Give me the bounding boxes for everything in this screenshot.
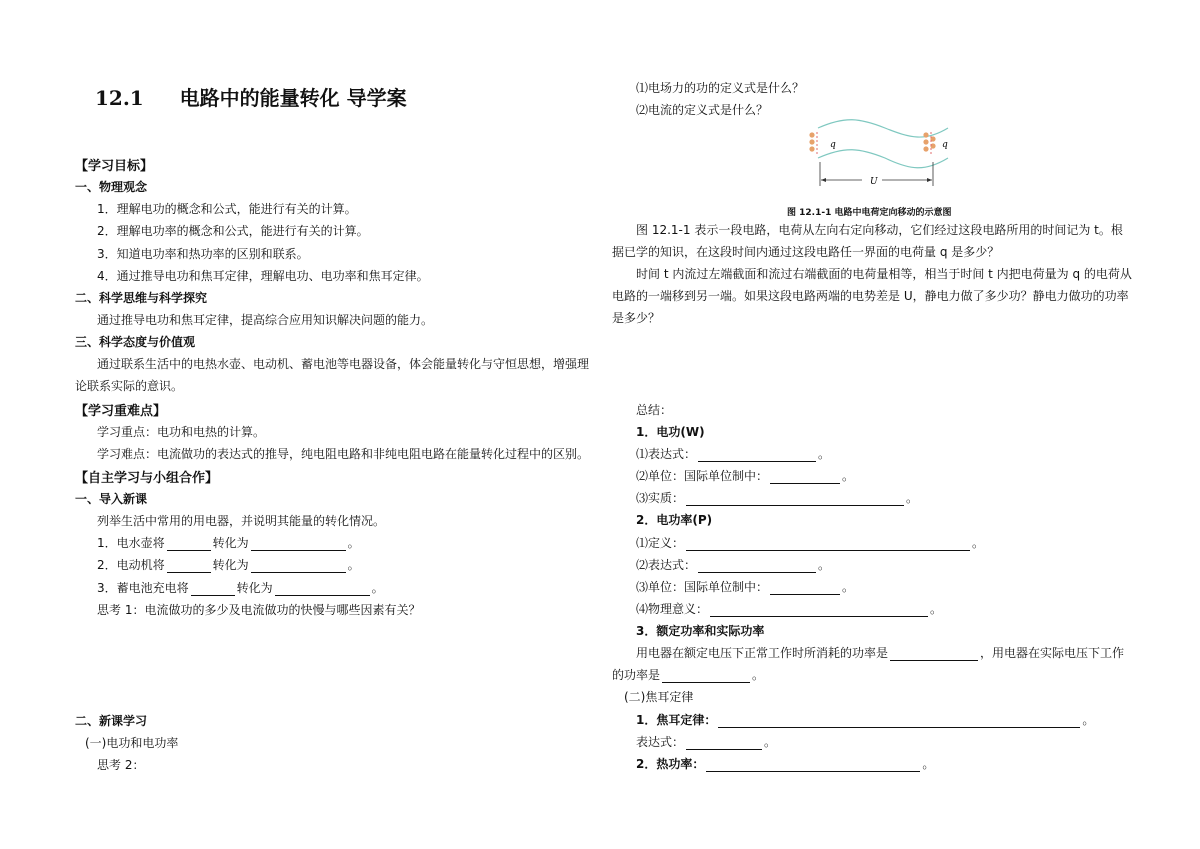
blank-motor-to[interactable] — [251, 560, 346, 573]
fill-line-kettle: 1．电水壶将 转化为 。 — [97, 536, 360, 550]
actual-power-line: 的功率是 。 — [612, 668, 765, 682]
goal-item-3: 3．知道电功率和热功率的区别和联系。 — [97, 247, 309, 261]
circuit-charge-diagram — [800, 118, 970, 193]
goal-section-3: 三、科学态度与价值观 — [75, 335, 196, 349]
blank-rated-power[interactable] — [890, 648, 978, 661]
goal-section-1: 一、物理观念 — [75, 180, 148, 194]
joule-expression-line: 表达式： 。 — [636, 735, 777, 749]
heat-power-line: 2．热功率： 。 — [636, 757, 935, 771]
self-study-header: 【自主学习与小组合作】 — [75, 471, 219, 486]
goals-header: 【学习目标】 — [75, 159, 154, 174]
blank-heat-power[interactable] — [706, 759, 920, 772]
power-unit-line: ⑶单位：国际单位制中： 。 — [636, 580, 855, 594]
goal-item-4: 4．通过推导电功和焦耳定律，理解电功、电功率和焦耳定律。 — [97, 269, 429, 283]
blank-motor-from[interactable] — [167, 560, 211, 573]
blank-power-meaning[interactable] — [710, 604, 928, 617]
new-lesson-subsection: (一)电功和电功率 — [85, 736, 179, 750]
left-charges-icon — [809, 132, 817, 154]
rated-power-heading: 3．额定功率和实际功率 — [636, 624, 765, 638]
difficulty-point: 学习难点：电流做功的表达式的推导，纯电阻电路和非纯电阻电路在能量转化过程中的区别。 — [97, 447, 590, 461]
joule-law-subsection: (二)焦耳定律 — [624, 690, 694, 704]
charge-label-right: q — [942, 140, 948, 150]
power-definition-line: ⑴定义： 。 — [636, 536, 985, 550]
paragraph-work: 时间 t 内流过左端截面和流过右端截面的电荷量相等，相当于时间 t 内把电荷量为 q 的电荷从电路的一端移到另一端。如果这段电路两端的电势差是 U，静电力做了多少功？静电力做功的功率是多少？ — [612, 267, 1132, 325]
title-text: 电路中的能量转化 导学案 — [179, 86, 407, 110]
blank-power-expression[interactable] — [698, 560, 816, 573]
goal-section-3-text: 通过联系生活中的电热水壶、电动机、蓄电池等电器设备，体会能量转化与守恒思想，增强理 — [97, 357, 590, 371]
blank-actual-power[interactable] — [662, 670, 750, 683]
blank-kettle-to[interactable] — [251, 538, 346, 551]
question-2: ⑵电流的定义式是什么？ — [636, 103, 769, 117]
summary-label: 总结： — [636, 403, 673, 417]
think-question-2: 思考 2： — [97, 758, 145, 772]
figure-caption: 图 12.1-1 电路中电荷定向移动的示意图 — [787, 208, 952, 218]
blank-joule-law[interactable] — [718, 715, 1080, 728]
fill-line-battery: 3．蓄电池充电将 转化为 。 — [97, 581, 384, 595]
blank-battery-from[interactable] — [191, 583, 235, 596]
blank-power-unit[interactable] — [770, 582, 840, 595]
work-expression-line: ⑴表达式： 。 — [636, 447, 831, 461]
goal-section-2: 二、科学思维与科学探究 — [75, 291, 208, 305]
electric-work-heading: 1．电功(W) — [636, 425, 705, 439]
power-expression-line: ⑵表达式： 。 — [636, 558, 831, 572]
blank-battery-to[interactable] — [275, 583, 370, 596]
charge-label-left: q — [830, 140, 836, 150]
key-points-header: 【学习重难点】 — [75, 404, 167, 419]
key-point: 学习重点：电功和电热的计算。 — [97, 425, 266, 439]
blank-work-expression[interactable] — [698, 449, 816, 462]
power-meaning-line: ⑷物理意义： 。 — [636, 602, 943, 616]
intro-prompt: 列举生活中常用的用电器，并说明其能量的转化情况。 — [97, 514, 386, 528]
paragraph-charge: 图 12.1-1 表示一段电路，电荷从左向右定向移动，它们经过这段电路所用的时间记为 t。根据已学的知识，在这段时间内通过这段电路任一界面的电荷量 q 是多少？ — [612, 223, 1123, 259]
fill-line-motor: 2．电动机将 转化为 。 — [97, 558, 360, 572]
goal-section-2-text: 通过推导电功和焦耳定律，提高综合应用知识解决问题的能力。 — [97, 313, 434, 327]
think-question-1: 思考 1：电流做功的多少及电流做功的快慢与哪些因素有关？ — [97, 603, 421, 617]
goal-item-1: 1．理解电功的概念和公式，能进行有关的计算。 — [97, 202, 357, 216]
new-lesson-section: 二、新课学习 — [75, 714, 148, 728]
blank-joule-expression[interactable] — [686, 737, 762, 750]
page-title — [95, 82, 407, 111]
blank-work-unit[interactable] — [770, 471, 840, 484]
blank-work-essence[interactable] — [686, 493, 904, 506]
question-1: ⑴电场力的功的定义式是什么？ — [636, 81, 805, 95]
voltage-label: U — [870, 177, 878, 187]
blank-kettle-from[interactable] — [167, 538, 211, 551]
goal-item-2: 2．理解电功率的概念和公式，能进行有关的计算。 — [97, 224, 369, 238]
joule-law-line: 1．焦耳定律： 。 — [636, 713, 1095, 727]
conductor-bottom-edge — [818, 150, 948, 168]
work-essence-line: ⑶实质： 。 — [636, 491, 919, 505]
rated-power-line: 用电器在额定电压下正常工作时所消耗的功率是 ，用电器在实际电压下工作 — [636, 646, 1125, 660]
electric-power-heading: 2．电功率(P) — [636, 513, 713, 527]
blank-power-definition[interactable] — [686, 538, 970, 551]
work-unit-line: ⑵单位：国际单位制中： 。 — [636, 469, 855, 483]
title-number: 12.1 — [95, 86, 144, 110]
intro-section: 一、导入新课 — [75, 492, 148, 506]
goal-section-3-text-cont: 论联系实际的意识。 — [75, 379, 184, 393]
